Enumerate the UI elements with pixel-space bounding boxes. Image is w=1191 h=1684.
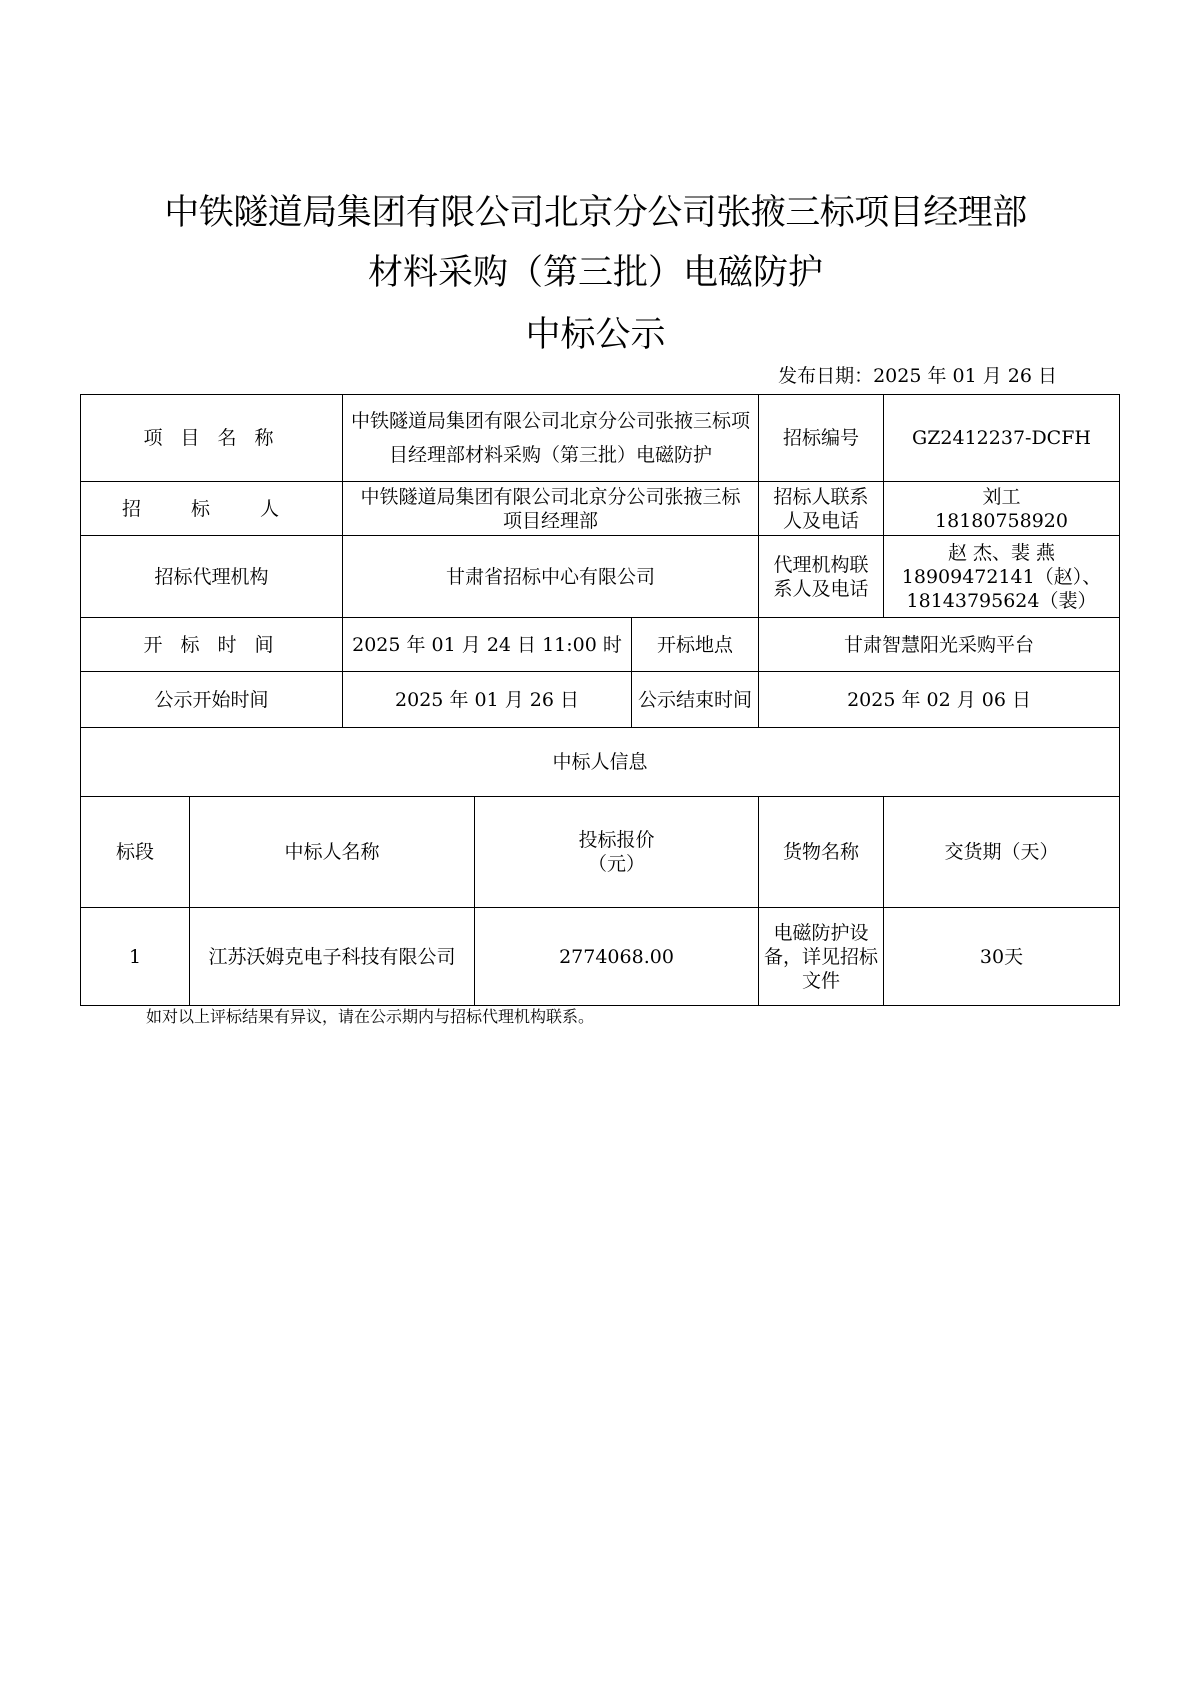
winner-section-title: 中标人信息 bbox=[81, 728, 1120, 797]
tenderer-label: 招 标 人 bbox=[81, 482, 343, 536]
winner-header-row bbox=[81, 797, 1120, 908]
publish-date: 发布日期：2025 年 01 月 26 日 bbox=[778, 365, 1057, 387]
footnote: 如对以上评标结果有异议，请在公示期内与招标代理机构联系。 bbox=[146, 1007, 595, 1026]
opening-time-value: 2025 年 01 月 24 日 11:00 时 bbox=[343, 618, 632, 672]
opening-time-label: 开 标 时 间 bbox=[81, 618, 343, 672]
cell-delivery: 30天 bbox=[884, 908, 1120, 1006]
tenderer-value: 中铁隧道局集团有限公司北京分公司张掖三标项目经理部 bbox=[343, 482, 759, 536]
project-name-label: 项 目 名 称 bbox=[81, 395, 343, 482]
row-agency bbox=[81, 536, 1120, 618]
cell-lot: 1 bbox=[81, 908, 190, 1006]
header-lot: 标段 bbox=[81, 797, 190, 908]
agency-contact-value bbox=[884, 536, 1120, 618]
header-price-line-1: 投标报价 bbox=[578, 829, 655, 851]
tenderer-contact-label: 招标人联系人及电话 bbox=[759, 482, 884, 536]
bid-no-label: 招标编号 bbox=[759, 395, 884, 482]
agency-contact-names: 赵 杰、裴 燕 bbox=[947, 541, 1056, 564]
publicity-start-value: 2025 年 01 月 26 日 bbox=[343, 672, 632, 728]
header-winner-name: 中标人名称 bbox=[190, 797, 475, 908]
agency-contact-phone-2: 18143795624（裴） bbox=[906, 589, 1097, 612]
agency-contact-phone-1: 18909472141（赵）、 bbox=[901, 565, 1102, 588]
agency-label: 招标代理机构 bbox=[81, 536, 343, 618]
bid-no-value: GZ2412237-DCFH bbox=[884, 395, 1120, 482]
cell-goods: 电磁防护设备，详见招标文件 bbox=[759, 908, 884, 1006]
header-goods: 货物名称 bbox=[759, 797, 884, 908]
row-publicity bbox=[81, 672, 1120, 728]
row-winner-section bbox=[81, 728, 1120, 797]
title-line-1: 中铁隧道局集团有限公司北京分公司张掖三标项目经理部 bbox=[164, 193, 1027, 233]
publicity-end-value: 2025 年 02 月 06 日 bbox=[759, 672, 1120, 728]
row-tenderer bbox=[81, 482, 1120, 536]
agency-value: 甘肃省招标中心有限公司 bbox=[343, 536, 759, 618]
notice-table bbox=[80, 394, 1120, 1006]
agency-contact-label: 代理机构联系人及电话 bbox=[759, 536, 884, 618]
header-delivery: 交货期（天） bbox=[884, 797, 1120, 908]
document-title bbox=[0, 183, 1191, 365]
cell-winner-name: 江苏沃姆克电子科技有限公司 bbox=[190, 908, 475, 1006]
header-price-line-2: （元） bbox=[588, 853, 646, 875]
row-opening bbox=[81, 618, 1120, 672]
tenderer-contact-name: 刘工 bbox=[982, 485, 1021, 508]
publicity-end-label: 公示结束时间 bbox=[632, 672, 759, 728]
project-name-value: 中铁隧道局集团有限公司北京分公司张掖三标项目经理部材料采购（第三批）电磁防护 bbox=[343, 395, 759, 482]
header-price bbox=[475, 797, 759, 908]
opening-place-value: 甘肃智慧阳光采购平台 bbox=[759, 618, 1120, 672]
tenderer-contact-phone: 18180758920 bbox=[935, 509, 1068, 532]
tenderer-contact-value bbox=[884, 482, 1120, 536]
opening-place-label: 开标地点 bbox=[632, 618, 759, 672]
title-line-2: 材料采购（第三批）电磁防护 bbox=[367, 253, 823, 293]
title-line-3: 中标公示 bbox=[525, 315, 666, 355]
cell-price: 2774068.00 bbox=[475, 908, 759, 1006]
publicity-start-label: 公示开始时间 bbox=[81, 672, 343, 728]
table-row bbox=[81, 908, 1120, 1006]
row-project-name bbox=[81, 395, 1120, 482]
